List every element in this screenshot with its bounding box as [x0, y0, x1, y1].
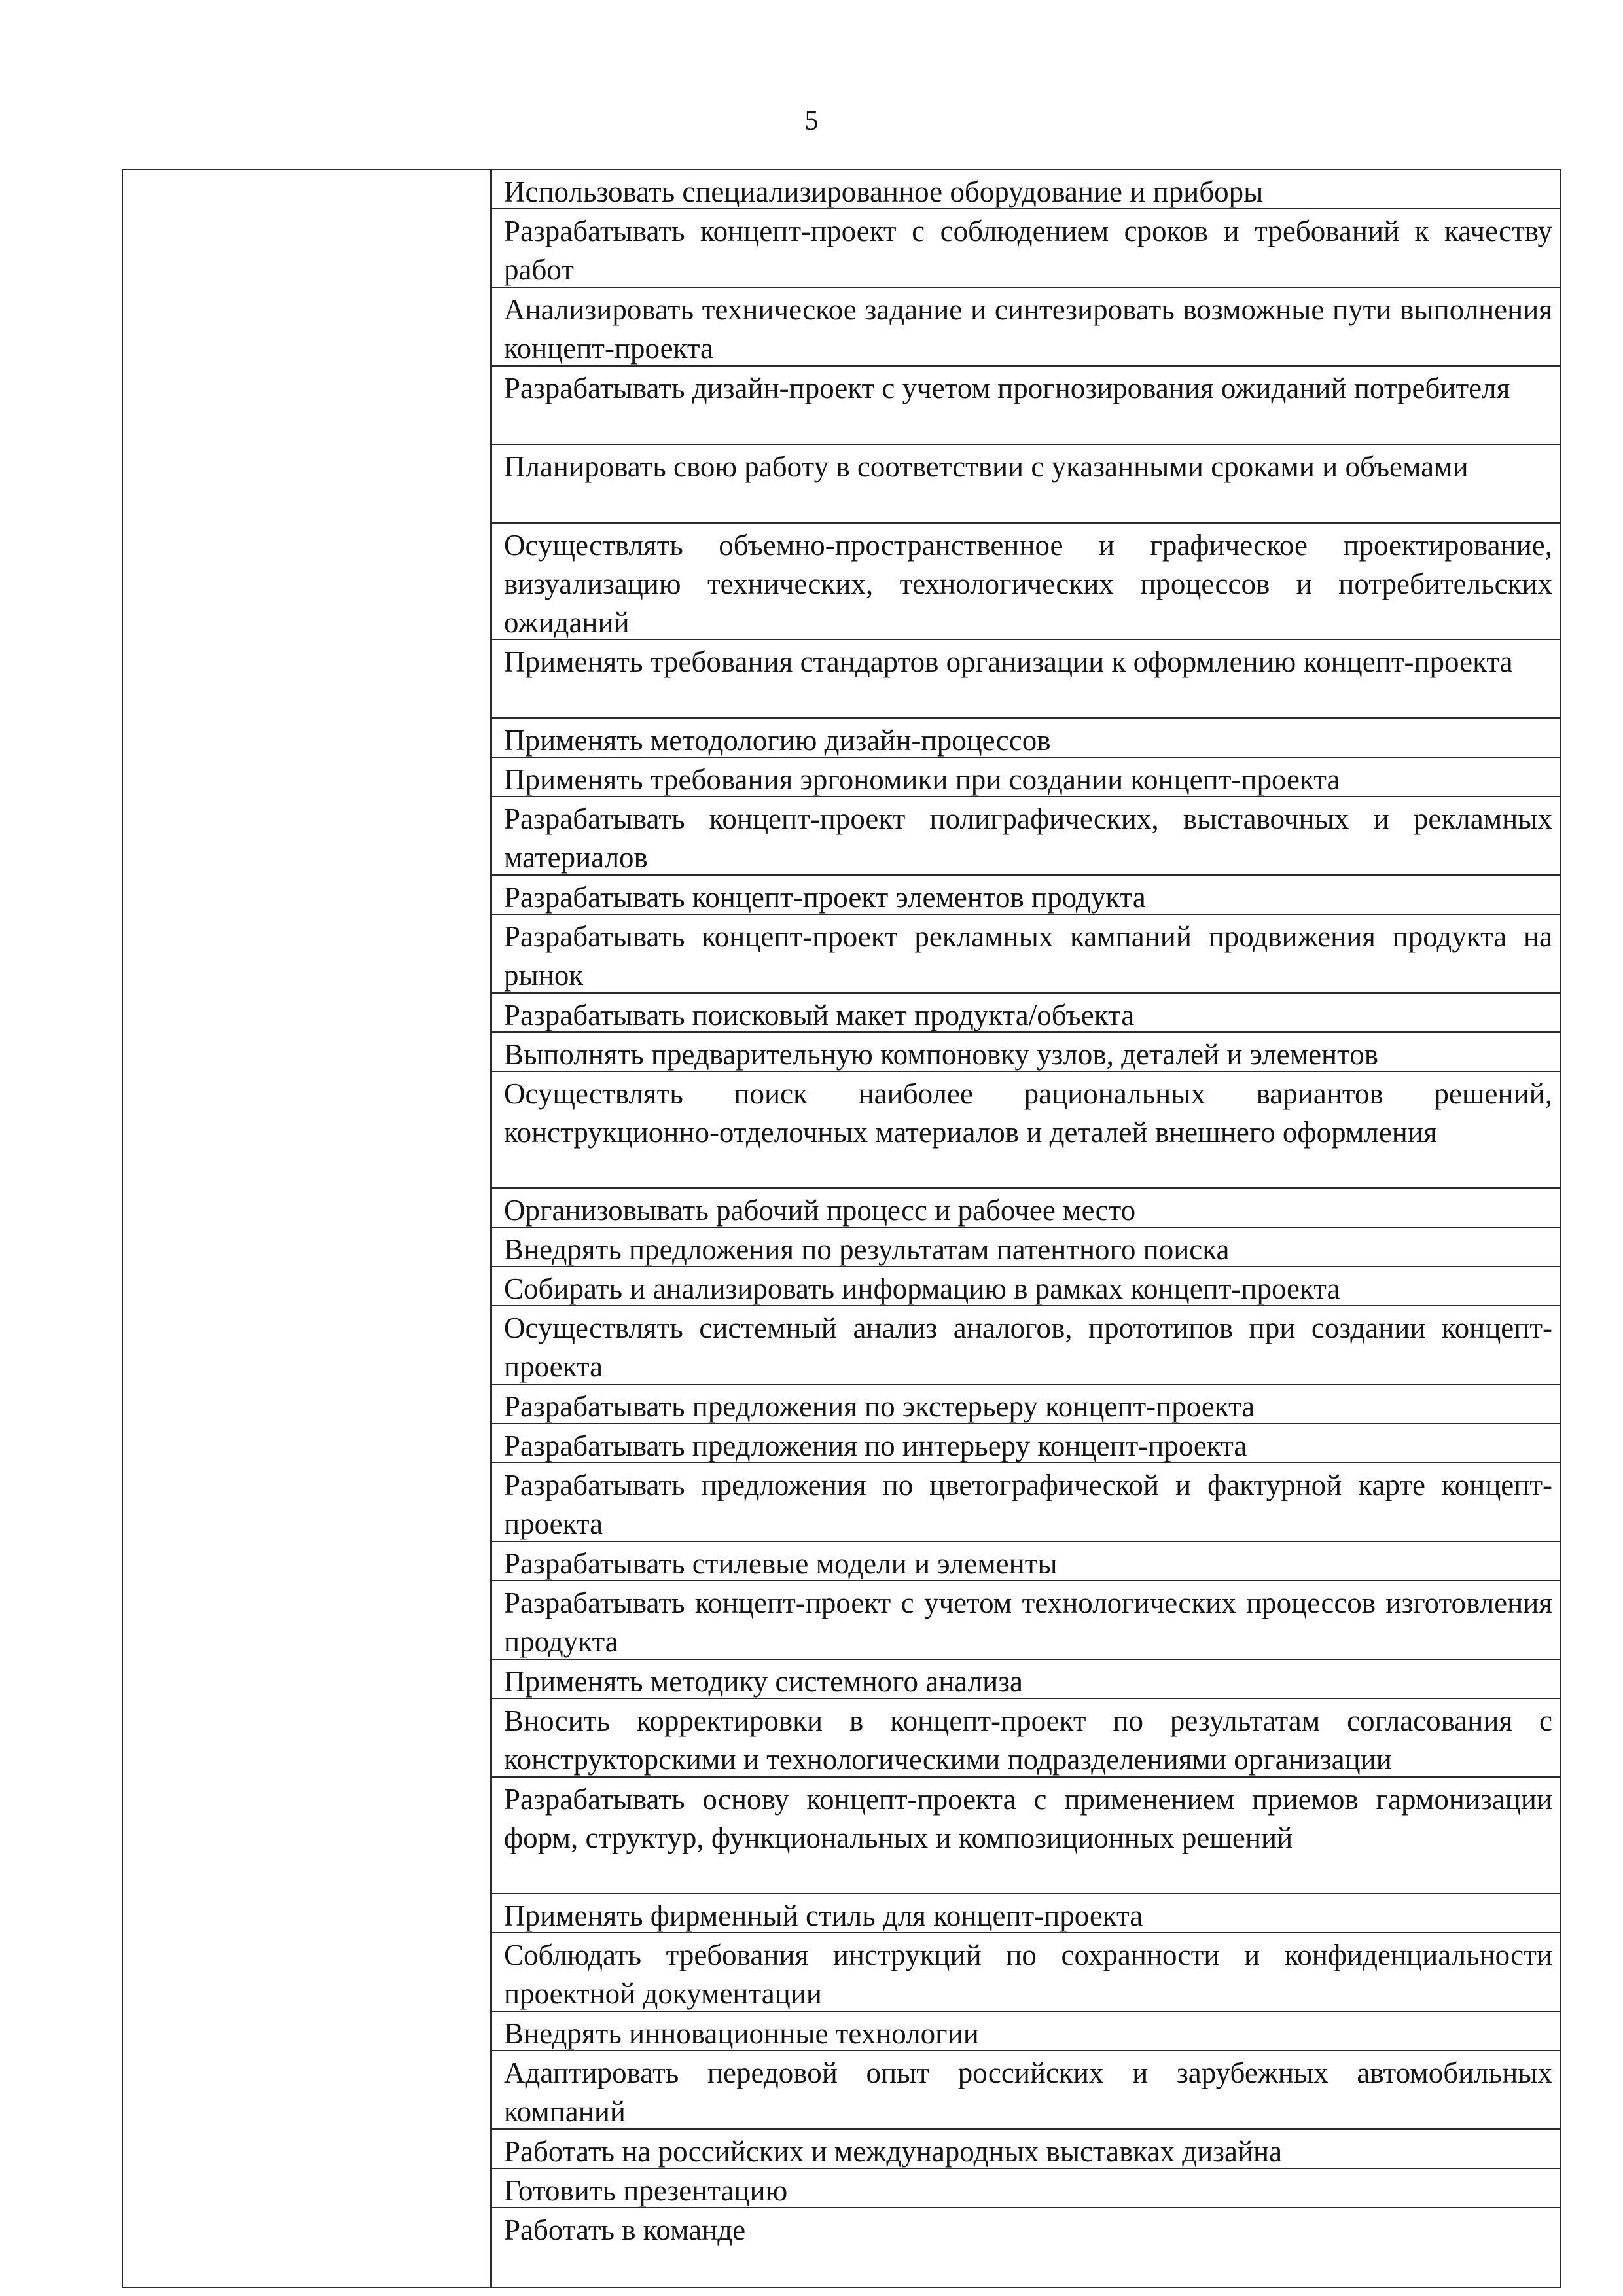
table-row: Применять требования стандартов организации к оформлению концепт-проекта: [492, 640, 1560, 719]
table-row: Разрабатывать предложения по цветографической и фактурной карте концепт-проекта: [492, 1463, 1560, 1542]
table-row: Разрабатывать поисковый макет продукта/объекта: [492, 994, 1560, 1033]
table-row: Разрабатывать дизайн-проект с учетом прогнозирования ожиданий потребителя: [492, 367, 1560, 445]
table-row: Осуществлять системный анализ аналогов, прототипов при создании концепт-проекта: [492, 1306, 1560, 1385]
table-row: Выполнять предварительную компоновку узлов, деталей и элементов: [492, 1033, 1560, 1072]
table-row: Работать на российских и международных выставках дизайна: [492, 2130, 1560, 2169]
table-row: Осуществлять поиск наиболее рациональных вариантов решений, конструкционно-отделочных материалов и деталей внешнего оформления: [492, 1072, 1560, 1189]
table-row: Разрабатывать концепт-проект элементов продукта: [492, 876, 1560, 915]
table-row: Использовать специализированное оборудование и приборы: [492, 170, 1560, 209]
table-row: Разрабатывать концепт-проект с учетом технологических процессов изготовления продукта: [492, 1581, 1560, 1660]
table-row: Соблюдать требования инструкций по сохранности и конфиденциальности проектной документации: [492, 1933, 1560, 2012]
table-row: Готовить презентацию: [492, 2169, 1560, 2208]
table-row: Анализировать техническое задание и синтезировать возможные пути выполнения концепт-проекта: [492, 288, 1560, 367]
table-row: Организовывать рабочий процесс и рабочее место: [492, 1189, 1560, 1228]
table-row: Собирать и анализировать информацию в рамках концепт-проекта: [492, 1267, 1560, 1306]
table-row: Применять методологию дизайн-процессов: [492, 719, 1560, 758]
table-right-column: [492, 170, 1560, 2287]
table-row: Планировать свою работу в соответствии с указанными сроками и объемами: [492, 445, 1560, 524]
table-row: Разрабатывать концепт-проект с соблюдением сроков и требований к качеству работ: [492, 209, 1560, 288]
table-row: Внедрять инновационные технологии: [492, 2012, 1560, 2051]
table-row: Разрабатывать концепт-проект рекламных кампаний продвижения продукта на рынок: [492, 915, 1560, 994]
table-row: Адаптировать передовой опыт российских и зарубежных автомобильных компаний: [492, 2051, 1560, 2130]
table-row: Осуществлять объемно-пространственное и графическое проектирование, визуализацию технических, технологических процессов и потребительских ожиданий: [492, 524, 1560, 640]
table-row: Разрабатывать стилевые модели и элементы: [492, 1542, 1560, 1581]
table-row: Работать в команде: [504, 2214, 746, 2246]
table-row: Разрабатывать предложения по интерьеру концепт-проекта: [492, 1424, 1560, 1463]
table-row: Вносить корректировки в концепт-проект по результатам согласования с конструкторскими и технологическими подразделениями организации: [492, 1699, 1560, 1778]
table-row: Внедрять предложения по результатам патентного поиска: [492, 1228, 1560, 1267]
table-row: Применять требования эргономики при создании концепт-проекта: [492, 758, 1560, 797]
skills-table: [122, 169, 1561, 2288]
table-row: Разрабатывать основу концепт-проекта с применением приемов гармонизации форм, структур, функциональных и композиционных решений: [492, 1778, 1560, 1894]
table-row: Применять фирменный стиль для концепт-проекта: [492, 1894, 1560, 1933]
table-row: Разрабатывать предложения по экстерьеру концепт-проекта: [492, 1385, 1560, 1424]
table-left-column: [123, 170, 492, 2287]
table-row: Разрабатывать концепт-проект полиграфических, выставочных и рекламных материалов: [492, 797, 1560, 876]
table-row: Применять методику системного анализа: [492, 1660, 1560, 1699]
page-number: 5: [804, 106, 819, 136]
